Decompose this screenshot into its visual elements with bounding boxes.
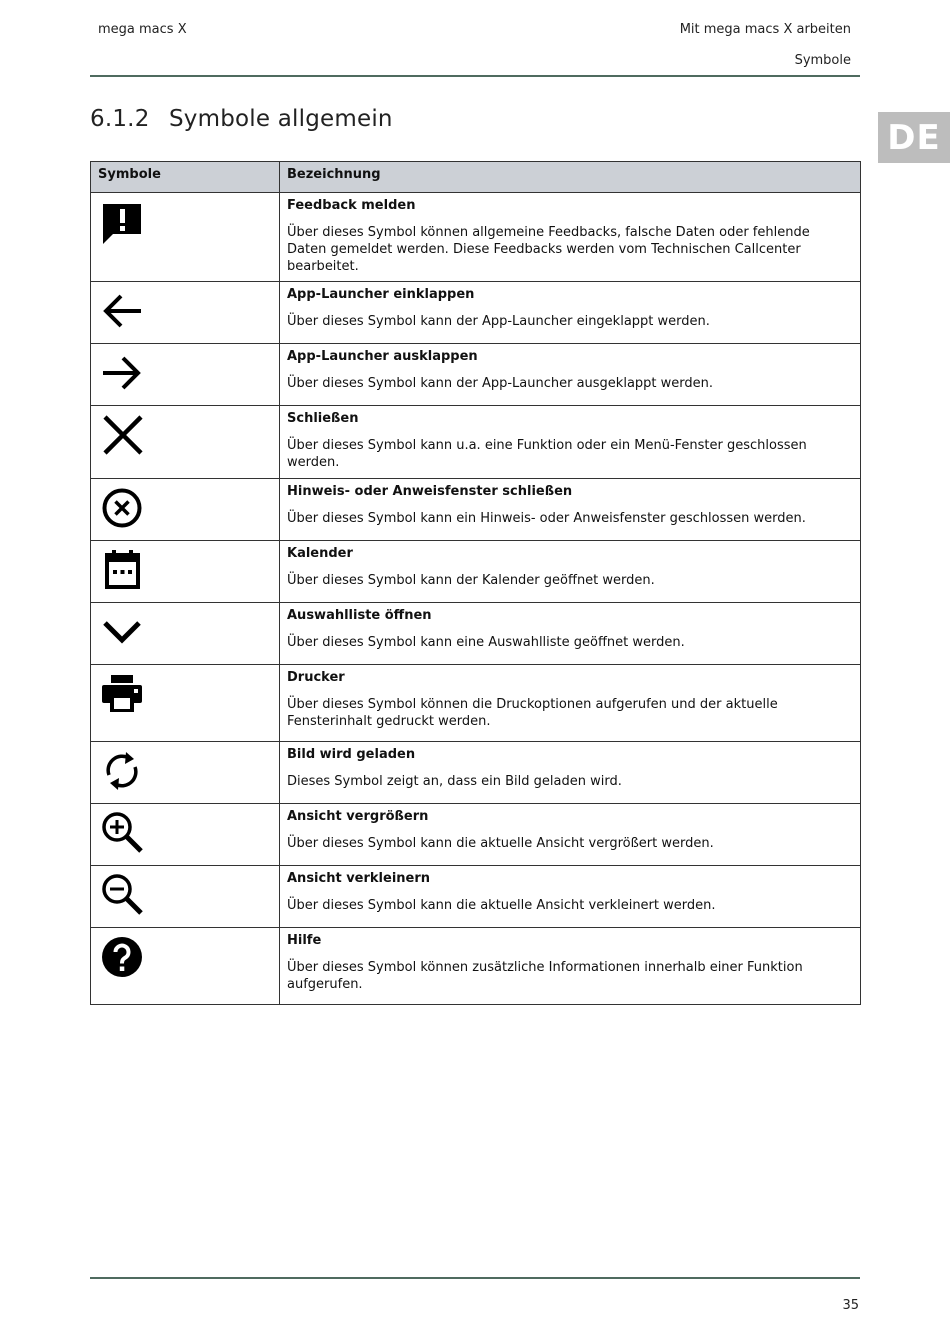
printer-icon <box>101 672 145 716</box>
table-row <box>91 804 861 866</box>
table-row <box>91 344 861 406</box>
row-description: Dieses Symbol zeigt an, dass ein Bild geladen wird. <box>287 774 622 789</box>
column-header-symbol: Symbole <box>91 162 280 193</box>
row-title: Hilfe <box>287 933 322 948</box>
page-number: 35 <box>842 1298 859 1313</box>
row-title: Schließen <box>287 411 359 426</box>
header-chapter: Mit mega macs X arbeiten <box>679 22 851 37</box>
table-row <box>91 866 861 928</box>
row-description: Über dieses Symbol kann ein Hinweis- oder Anweisfenster geschlossen werden. <box>287 511 806 526</box>
row-title: Feedback melden <box>287 198 416 213</box>
symbols-table <box>90 161 861 1005</box>
row-description: Über dieses Symbol kann der App-Launcher eingeklappt werden. <box>287 314 710 329</box>
row-description: Über dieses Symbol kann der App-Launcher ausgeklappt werden. <box>287 376 714 391</box>
row-description: Über dieses Symbol kann eine Auswahlliste geöffnet werden. <box>287 635 685 650</box>
arrow-left-icon <box>101 289 145 333</box>
row-title: Ansicht vergrößern <box>287 809 429 824</box>
arrow-right-icon <box>101 351 145 395</box>
row-title: Hinweis- oder Anweisfenster schließen <box>287 484 573 499</box>
chevron-down-icon <box>101 610 145 654</box>
row-title: Ansicht verkleinern <box>287 871 431 886</box>
help-icon <box>101 935 145 979</box>
row-description: Über dieses Symbol können allgemeine Feedbacks, falsche Daten oder fehlende Daten gemeldet werden. Diese Feedbacks werden vom Technischen Callcenter bearbeitet. <box>287 225 810 274</box>
calendar-icon <box>101 548 145 592</box>
table-row <box>91 541 861 603</box>
header-divider <box>90 75 860 77</box>
table-row <box>91 603 861 665</box>
close-icon <box>101 413 145 457</box>
table-row <box>91 742 861 804</box>
section-heading <box>90 106 393 132</box>
row-description: Über dieses Symbol kann u.a. eine Funktion oder ein Menü-Fenster geschlossen werden. <box>287 438 807 470</box>
table-row <box>91 479 861 541</box>
header-product-name: mega macs X <box>98 22 187 37</box>
row-description: Über dieses Symbol kann der Kalender geöffnet werden. <box>287 573 655 588</box>
row-description: Über dieses Symbol kann die aktuelle Ansicht vergrößert werden. <box>287 836 714 851</box>
table-row <box>91 282 861 344</box>
table-row <box>91 193 861 282</box>
row-title: Bild wird geladen <box>287 747 416 762</box>
row-title: Drucker <box>287 670 345 685</box>
row-description: Über dieses Symbol kann die aktuelle Ansicht verkleinert werden. <box>287 898 716 913</box>
table-row <box>91 665 861 742</box>
row-title: Auswahlliste öffnen <box>287 608 432 623</box>
zoom-out-icon <box>101 873 145 917</box>
column-header-description: Bezeichnung <box>280 162 861 193</box>
table-row <box>91 406 861 479</box>
loading-icon <box>101 749 145 793</box>
table-header-row <box>91 162 861 193</box>
section-title: Symbole allgemein <box>169 106 393 132</box>
close-circle-icon <box>101 486 145 530</box>
row-title: App-Launcher einklappen <box>287 287 475 302</box>
zoom-in-icon <box>101 811 145 855</box>
footer-divider <box>90 1277 860 1279</box>
row-description: Über dieses Symbol können die Druckoptionen aufgerufen und der aktuelle Fensterinhalt gedruckt werden. <box>287 697 778 729</box>
header-subchapter: Symbole <box>794 53 851 68</box>
row-description: Über dieses Symbol können zusätzliche Informationen innerhalb einer Funktion aufgerufen. <box>287 960 803 992</box>
language-tab: DE <box>878 112 950 163</box>
row-title: App-Launcher ausklappen <box>287 349 478 364</box>
section-number: 6.1.2 <box>90 106 150 132</box>
row-title: Kalender <box>287 546 353 561</box>
feedback-icon <box>101 200 145 244</box>
table-row <box>91 928 861 1005</box>
